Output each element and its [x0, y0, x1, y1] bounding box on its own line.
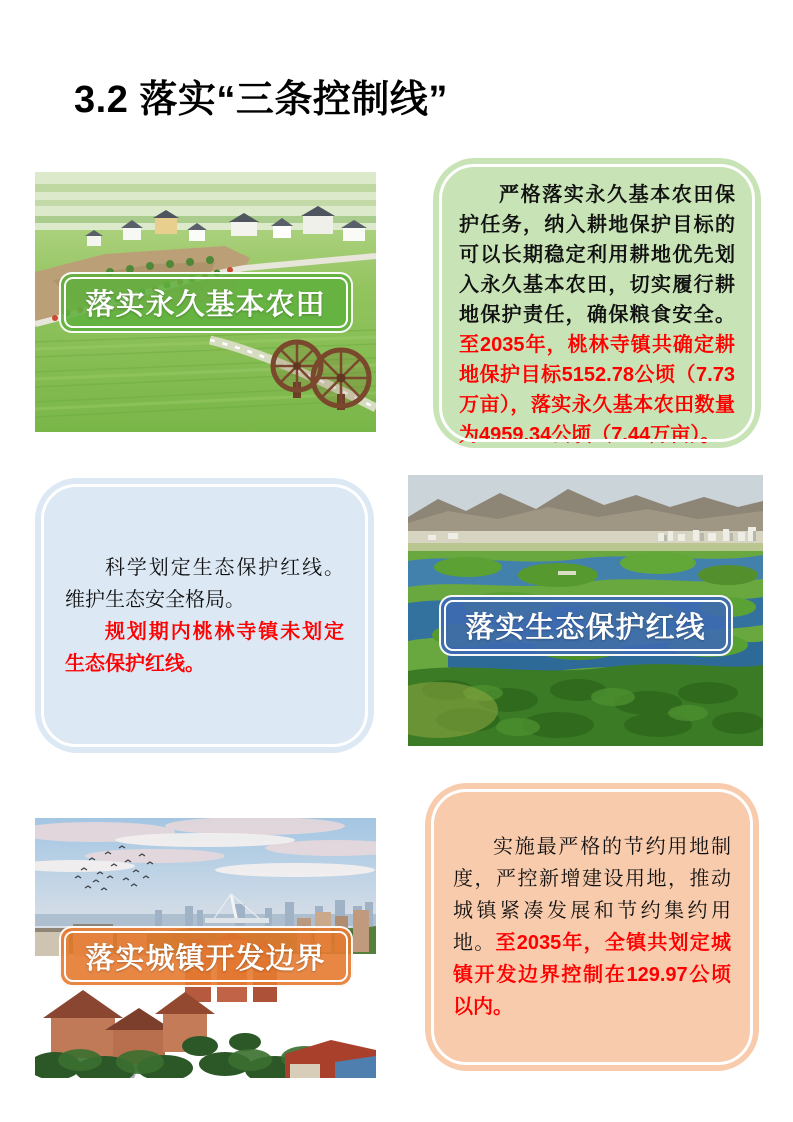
ecological-card-paragraph-red — [65, 616, 344, 680]
ecological-photo-label-text: 落实生态保护红线 — [443, 600, 727, 651]
farmland-card — [433, 158, 761, 448]
farmland-card-text-black: 严格落实永久基本农田保护任务，纳入耕地保护目标的可以长期稳定利用耕地优先划入永久基本农田，切实履行耕地保护责任，确保粮食安全。 — [459, 184, 735, 326]
urban-card-text-black: 实施最严格的节约用地制度，严控新增建设用地，推动城镇紧凑发展和节约集约用地。 — [453, 836, 731, 954]
urban-card — [425, 783, 759, 1071]
ecological-photo — [408, 475, 763, 746]
ecological-card-text-red: 规划期内桃林寺镇未划定生态保护红线。 — [65, 620, 344, 675]
ecological-photo-label — [438, 595, 732, 656]
urban-card-text-red: 至2035年，全镇共划定城镇开发边界控制在129.97公顷以内。 — [453, 932, 732, 1018]
urban-photo — [35, 818, 376, 1078]
farmland-photo — [35, 172, 376, 432]
urban-photo-label — [58, 926, 352, 987]
farmland-card-text-red: 至2035年，桃林寺镇共确定耕地保护目标5152.78公顷（7.73万亩），落实永久基本农田数量为4959.34公顷（7.44万亩）。 — [459, 334, 735, 446]
farmland-photo-label-text: 落实永久基本农田 — [63, 277, 347, 328]
page-title: 3.2 落实“三条控制线” — [74, 79, 448, 121]
urban-card-paragraph — [453, 831, 731, 1023]
farmland-card-paragraph — [459, 180, 735, 450]
ecological-card — [35, 478, 374, 753]
urban-photo-label-text: 落实城镇开发边界 — [63, 931, 347, 982]
ecological-card-text-black: 科学划定生态保护红线。维护生态安全格局。 — [65, 556, 344, 611]
ecological-card-paragraph-black — [65, 552, 344, 616]
farmland-photo-label — [58, 272, 352, 333]
